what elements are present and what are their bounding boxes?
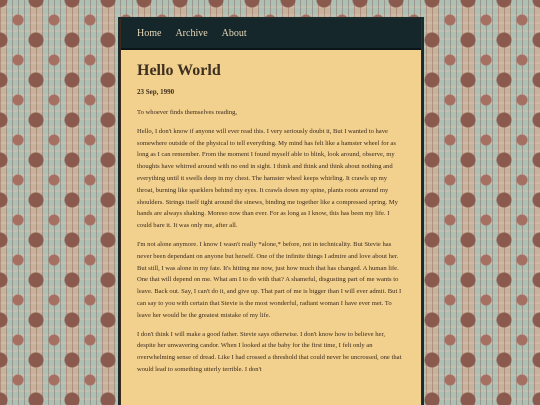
nav-link-about[interactable]: About xyxy=(221,28,247,39)
post-paragraph: I don't think I will make a good father. Stevie says otherwise. I don't know how to believe her, despite her unwavering candor. When I looked at the baby for the first time, I felt only an overwhelming sense of dread. Like I had crossed a threshold that could never be uncrossed, one that would lead to something utterly terrible. I don't xyxy=(137,330,402,373)
page-container xyxy=(120,19,422,405)
nav-link-archive[interactable]: Archive xyxy=(175,28,208,39)
nav-link-home[interactable]: Home xyxy=(137,28,162,39)
post-paragraph: I'm not alone anymore. I know I wasn't really *alone,* before, not in technicality. But Stevie has never been dependant on anyone but herself. One of the infinite things I admire and love about her. But still, I was alone in my fate. It's hitting me now, just how much that has changed. A human life. One that will depend on me. What am I to do with that? A shameful, disgusting part of me wants to leave. Back out. Say, I can't do it, and give up. That part of me is bigger than I will ever admit. But I can say to you with certain that Stevie is the most wonderful, radiant woman I have ever met. To leave her would be the greatest mistake of my life. xyxy=(137,240,402,319)
post-date: 23 Sep, 1990 xyxy=(137,88,175,96)
post-paragraph: Hello, I don't know if anyone will ever read this. I very seriously doubt it, But I wanted to have somewhere outside of the physical to tell everything. My mind has felt like a hamster wheel for as long as I can remember. From the moment I found myself able to blink, look around, observe, my thoughts have whirred around with no end in sight. I think and think and think about nothing and everything until it swells deep in my chest. The hamster wheel keeps whirling. It crawls up my throat, burning like sparklers behind my eyes. It crawls down my spine, plants roots around my shoulders. Strings itself tight around the sinews, binding me together like a compressed spring. My hands are always shaking. Moreso now than ever. For as long as I know, this has been my life. I could bare it. It was only me, after all. xyxy=(137,127,398,230)
top-navigation xyxy=(121,19,421,50)
post-paragraph: To whoever finds themselves reading, xyxy=(137,109,238,116)
blog-post xyxy=(121,50,421,376)
post-title: Hello World xyxy=(137,62,221,79)
